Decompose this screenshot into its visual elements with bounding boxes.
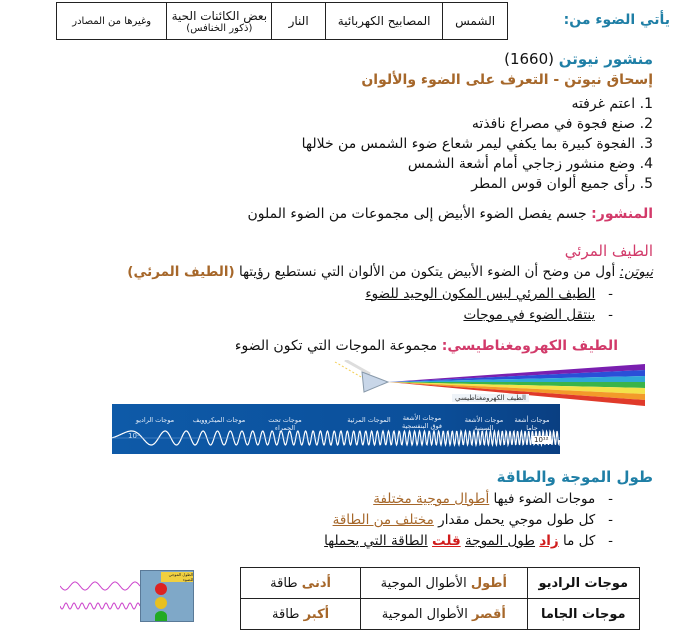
list-item: - كل ما زاد طول الموجة قلت الطاقة التي يحملها [324,533,613,549]
light-ray [345,360,370,374]
band-label-radio: موجات الراديو [135,416,175,424]
newton-steps [203,94,653,194]
wave-title: طول الموجة والطاقة [496,468,653,486]
table-row [241,599,640,630]
wave-bullets [113,489,613,552]
table-cell: موجات الجاما [527,599,639,630]
prism-definition: المنشور: جسم يفصل الضوء الأبيض إلى مجموعات من الضوء الملون [247,206,653,222]
visible-bullets [113,284,613,326]
table-cell: أدنى طاقة [241,568,361,599]
axis-low-label: 10³ [128,432,140,440]
list-item: - ينتقل الضوء في موجات [463,307,613,323]
table-cell: موجات الراديو [527,568,639,599]
list-item: 3. الفجوة كبيرة بما يكفي ليمر شعاع ضوء الشمس من خلالها [301,136,653,152]
band-label-uv: موجات الأشعة فوق البنفسجية [401,414,442,430]
visible-title: الطيف المرئي [564,242,653,260]
list-item: 1. اعتم غرفته [571,96,653,112]
list-item: 4. وضع منشور زجاجي أمام أشعة الشمس [407,156,653,172]
table-cell: أطول الأطوال الموجية [361,568,527,599]
small-label: الطول الموجي للضوء [161,572,193,582]
traffic-light-red [155,583,167,595]
sources-table [56,2,508,40]
wave-energy-table [240,567,640,630]
axis-high-label: 10¹² [534,436,549,444]
table-cell: أكبر طاقة [241,599,361,630]
source-cell-fire: النار [272,3,326,40]
wavelength-illustration [60,572,140,620]
em-spectrum-banner [112,394,560,454]
prism-shape [362,372,388,392]
em-banner-label: الطيف الكهرومغناطيسي [452,394,529,402]
list-item: 5. رأى جميع ألوان قوس المطر [471,176,653,192]
list-item: - كل طول موجي يحمل مقدار مختلف من الطاقة [332,512,613,528]
source-cell-living: بعض الكائنات الحية (ذكور الخنافس) [167,3,272,40]
band-label-microwave: موجات الميكروويف [192,416,246,424]
em-title: الطيف الكهرومغناطيسي: مجموعة الموجات التي تكون الضوء [234,338,618,354]
band-label-xray: موجات الأشعة السينية [464,416,504,432]
newton-subtitle: إسحاق نيوتن - التعرف على الضوء والألوان [361,72,653,88]
table-row [241,568,640,599]
newton-title: منشور نيوتن (1660) [504,50,653,68]
traffic-light-yellow [155,597,167,609]
sources-label: يأتي الضوء من: [563,12,670,28]
band-label-visible: الموجات المرئية [347,416,391,424]
source-cell-sun: الشمس [443,3,508,40]
band-label-gamma: موجات أشعة جاما [514,416,550,432]
traffic-light-image [140,570,194,622]
visible-line: نيوتن: أول من وضح أن الضوء الأبيض يتكون من الألوان التي نستطيع رؤيتها (الطيف المرئي) [127,264,653,280]
list-item: 2. صنع فجوة في مصراع نافذته [471,116,653,132]
list-item: - الطيف المرئي ليس المكون الوحيد للضوء [365,286,613,302]
table-cell: أقصر الأطوال الموجية [361,599,527,630]
list-item: - موجات الضوء فيها أطوال موجية مختلفة [373,491,613,507]
source-cell-lamps: المصابيح الكهربائية [326,3,443,40]
source-cell-other: وغيرها من المصادر [57,3,167,40]
band-label-ir: موجات تحت الحمراء [268,416,302,432]
